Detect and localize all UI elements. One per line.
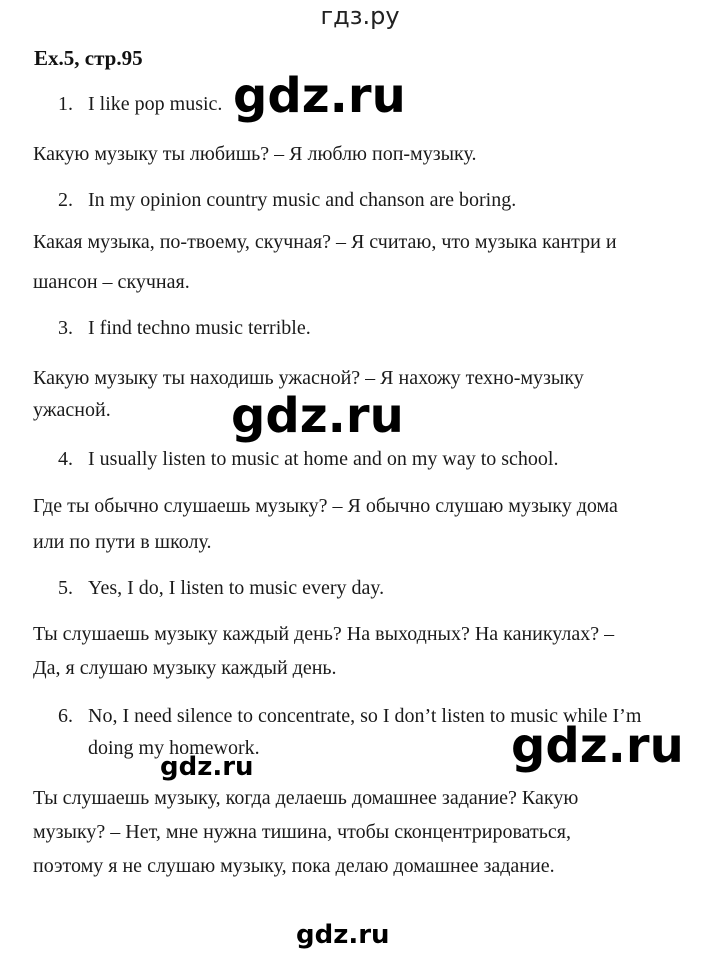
watermark-gdz-1: gdz.ru <box>233 68 406 124</box>
watermark-gdz-4: gdz.ru <box>160 752 254 782</box>
answer-1-en-text: I like pop music. <box>88 93 223 115</box>
question-3-ru-line-1: Какую музыку ты находишь ужасной? – Я нахожу техно-музыку <box>33 367 584 389</box>
question-1-ru: Какую музыку ты любишь? – Я люблю поп-музыку. <box>33 143 477 165</box>
question-6-ru-line-2: музыку? – Нет, мне нужна тишина, чтобы сконцентрироваться, <box>33 821 571 843</box>
question-4-ru-line-1: Где ты обычно слушаешь музыку? – Я обычно слушаю музыку дома <box>33 495 618 517</box>
answer-4-en <box>58 439 559 479</box>
question-3-ru-line-2: ужасной. <box>33 399 111 421</box>
answer-6-number: 6. <box>58 705 73 727</box>
answer-6-en-line-2: doing my homework. <box>88 737 260 759</box>
question-5-ru-line-1: Ты слушаешь музыку каждый день? На выходных? На каникулах? – <box>33 623 615 645</box>
answer-6-en-text: No, I need silence to concentrate, so I don’t listen to music while I’m <box>88 705 642 727</box>
watermark-gdz-2: gdz.ru <box>231 388 404 444</box>
question-6-ru-line-1: Ты слушаешь музыку, когда делаешь домашнее задание? Какую <box>33 787 579 809</box>
answer-4-number: 4. <box>58 448 73 470</box>
answer-4-en-text: I usually listen to music at home and on my way to school. <box>88 448 559 470</box>
question-4-ru-line-2: или по пути в школу. <box>33 531 212 553</box>
answer-5-en <box>58 568 384 608</box>
answer-1-en <box>58 84 222 124</box>
question-2-ru-line-2: шансон – скучная. <box>33 271 190 293</box>
answer-2-en <box>58 180 516 220</box>
question-6-ru-line-3: поэтому я не слушаю музыку, пока делаю домашнее задание. <box>33 855 555 877</box>
answer-1-number: 1. <box>58 93 73 115</box>
exercise-title: Ex.5, стр.95 <box>34 46 143 70</box>
answer-2-number: 2. <box>58 189 73 211</box>
site-header: гдз.ру <box>320 2 400 30</box>
watermark-gdz-3: gdz.ru <box>511 718 684 774</box>
question-5-ru-line-2: Да, я слушаю музыку каждый день. <box>33 657 337 679</box>
answer-5-number: 5. <box>58 577 73 599</box>
answer-3-en <box>58 308 311 348</box>
answer-3-number: 3. <box>58 317 73 339</box>
answer-2-en-text: In my opinion country music and chanson are boring. <box>88 189 517 211</box>
answer-3-en-text: I find techno music terrible. <box>88 317 311 339</box>
watermark-gdz-5: gdz.ru <box>296 920 390 950</box>
question-2-ru-line-1: Какая музыка, по-твоему, скучная? – Я считаю, что музыка кантри и <box>33 231 617 253</box>
answer-5-en-text: Yes, I do, I listen to music every day. <box>88 577 385 599</box>
